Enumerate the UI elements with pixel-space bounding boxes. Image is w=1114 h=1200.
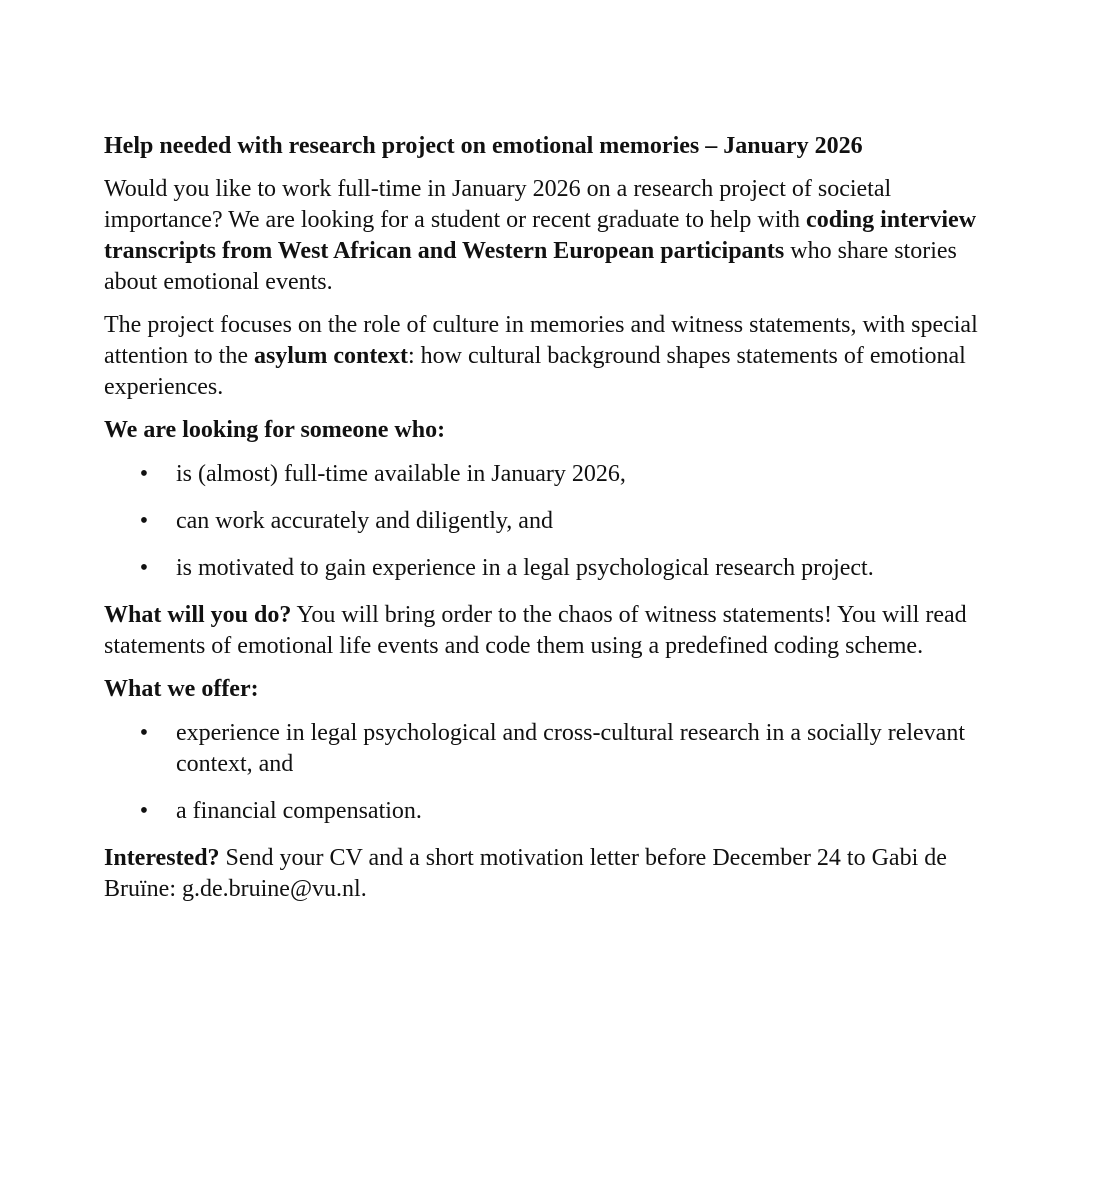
list-item-text: experience in legal psychological and cross-cultural research in a socially relevant context, and [176,720,965,777]
bullet-icon: • [139,461,149,487]
bullet-icon: • [139,798,149,824]
intro-text-1: Would you like to work full-time in January 2026 on a research project of societal importance? We are looking for a student or recent graduate to help with [104,176,892,233]
what-you-do-label: What will you do? [104,602,292,628]
interested-text: Send your CV and a short motivation letter before December 24 to Gabi de Bruïne: g.de.bruine@vu.nl. [104,845,947,902]
list-item [104,718,1004,780]
interested-label: Interested? [104,845,220,871]
intro-paragraph [104,174,1004,298]
offer-heading: What we offer: [104,676,259,702]
interested-paragraph [104,843,1004,905]
list-item-text: can work accurately and diligently, and [176,508,553,534]
focus-paragraph [104,310,1004,403]
list-item-text: is motivated to gain experience in a legal psychological research project. [176,555,874,581]
list-item-text: a financial compensation. [176,798,422,824]
list-item [104,506,1004,537]
bullet-icon: • [139,720,149,746]
document-body [104,131,1004,917]
offer-list [104,718,1004,827]
intro-bold-text: coding interview transcripts from West African and Western European participants [104,207,977,264]
looking-for-heading: We are looking for someone who: [104,417,446,443]
looking-for-list [104,459,1004,584]
list-item [104,459,1004,490]
list-item [104,553,1004,584]
list-item [104,796,1004,827]
focus-bold-text: asylum context [253,343,408,369]
document-title: Help needed with research project on emotional memories – January 2026 [104,133,863,159]
bullet-icon: • [139,555,149,581]
focus-text-1: The project focuses on the role of culture in memories and witness statements, with special attention to the [104,312,978,369]
bullet-icon: • [139,508,149,534]
what-you-do-paragraph [104,600,1004,662]
intro-text-2: who share stories about emotional events. [104,238,957,295]
focus-text-2: : how cultural background shapes statements of emotional experiences. [104,343,966,400]
list-item-text: is (almost) full-time available in January 2026, [176,461,626,487]
what-you-do-text: You will bring order to the chaos of witness statements! You will read statements of emotional life events and code them using a predefined coding scheme. [104,602,967,659]
